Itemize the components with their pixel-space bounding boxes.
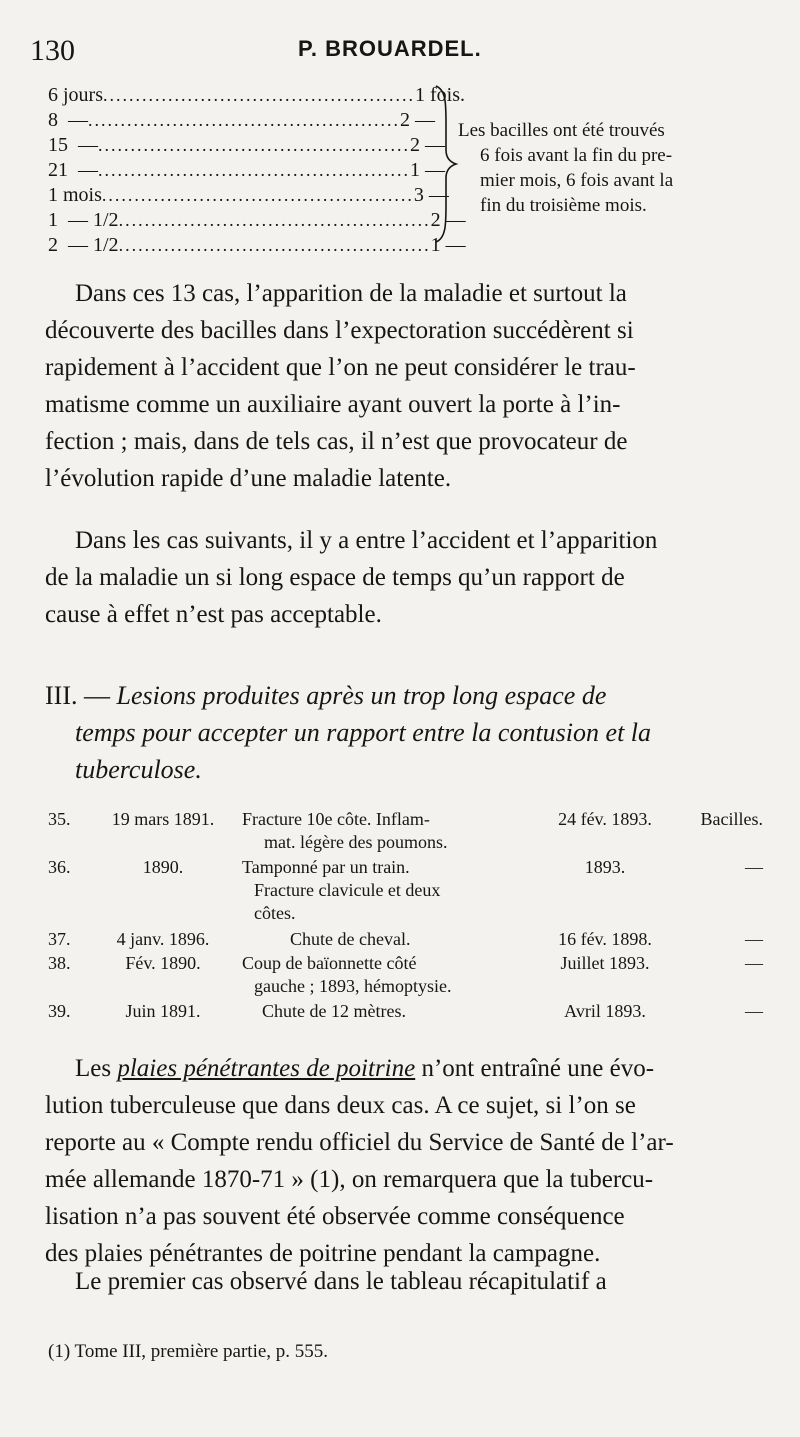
table-row: 36. 1890. Tamponné par un train. Fracture clavicule et deux côtes. 1893. — xyxy=(48,857,763,923)
stats-row: 8 — ................................................ 2 — xyxy=(48,109,435,131)
page-number: 130 xyxy=(30,34,75,67)
stats-row: 1 — 1/2 ................................................ 2 — xyxy=(48,209,466,231)
curly-brace-icon xyxy=(432,84,458,244)
cases-table xyxy=(48,808,763,1024)
running-title: P. BROUARDEL. xyxy=(298,36,482,61)
table-row: 39. Juin 1891. Chute de 12 mètres. Avril 1893. — xyxy=(48,1001,763,1021)
paragraph-penetrating-wounds: Les plaies pénétrantes de poitrine n’ont entraîné une évo- lution tuberculeuse que dans deux cas. A ce sujet, si l’on se reporte au « Compte rendu officiel du Service de Santé de l’ar- mée allemande 1870-71 » (1), on remarquera que la tubercu- lisation n’a pas souvent été observée comme conséquence des plaies pénétrantes de poitrine pendant la campagne. xyxy=(45,1055,674,1267)
footnote: (1) Tome III, première partie, p. 555. xyxy=(48,1341,329,1362)
section-heading: III. — Lesions produites après un trop long espace de temps pour accepter un rapport entre la contusion et la tuberculose. xyxy=(45,681,652,784)
stats-row: 2 — 1/2 ................................................ 1 — xyxy=(48,234,466,256)
paragraph-first-case: Le premier cas observé dans le tableau récapitulatif a xyxy=(75,1268,607,1295)
table-row: 38. Fév. 1890. Coup de baïonnette côté gauche ; 1893, hémoptysie. Juillet 1893. — xyxy=(48,953,763,996)
stats-row: 15 — ................................................ 2 — xyxy=(48,134,445,156)
table-row: 35. 19 mars 1891. Fracture 10e côte. Inflam- mat. légère des poumons. 24 fév. 1893. Bacilles. xyxy=(48,809,763,852)
stats-row: 6 jours ................................................ 1 fois. xyxy=(48,84,465,106)
stats-row: 21 — ................................................ 1 — xyxy=(48,159,445,181)
table-row: 37. 4 janv. 1896. Chute de cheval. 16 fév. 1898. — xyxy=(48,929,763,949)
paragraph-conclusion: Dans ces 13 cas, l’apparition de la maladie et surtout la découverte des bacilles dans l’expectoration succédèrent si rapidement à l’accident que l’on ne peut considérer le trau- matisme comme un auxiliaire ayant ouvert la porte à l’in- fection ; mais, dans de tels cas, il n’est que provocateur de l’évolution rapide d’une maladie latente. xyxy=(45,280,636,492)
brace-note: Les bacilles ont été trouvés 6 fois avant la fin du pre- mier mois, 6 fois avant la fin du troisième mois. xyxy=(458,120,674,216)
paragraph-following-cases: Dans les cas suivants, il y a entre l’accident et l’apparition de la maladie un si long espace de temps qu’un rapport de cause à effet n’est pas acceptable. xyxy=(45,527,658,628)
stats-row: 1 mois ................................................ 3 — xyxy=(48,184,449,206)
